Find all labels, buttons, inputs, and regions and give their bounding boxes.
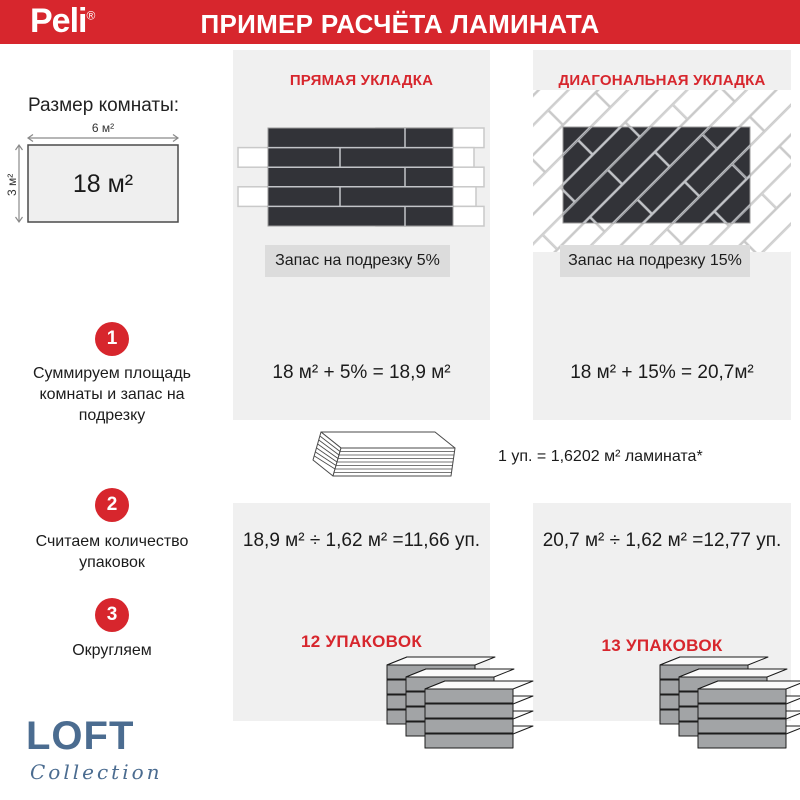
laminate-pack-icon: [283, 428, 458, 484]
diagonal-pack-stack-icon: [658, 648, 800, 760]
diagonal-pack-count: 13 УПАКОВОК: [601, 636, 723, 655]
step-2-badge: 2: [95, 488, 129, 522]
diagonal-laying-illustration: [533, 90, 791, 252]
loft-logo: LOFT: [26, 714, 135, 758]
room-width-value: 6 м²: [91, 121, 115, 135]
pack-coverage-note: 1 уп. = 1,6202 м² ламината*: [498, 448, 703, 465]
diagonal-laying-header: ДИАГОНАЛЬНАЯ УКЛАДКА: [558, 72, 766, 89]
room-height-value: 3 м²: [5, 173, 19, 196]
diagonal-margin-pill: Запас на подрезку 15%: [560, 245, 750, 277]
straight-laying-illustration: [236, 116, 489, 240]
room-size-label: Размер комнаты:: [28, 95, 180, 116]
straight-step2-formula: 18,9 м² ÷ 1,62 м² =11,66 уп.: [242, 530, 481, 551]
diagonal-step1-formula: 18 м² + 15% = 20,7м²: [570, 362, 754, 383]
peli-logo-text: Peli: [30, 2, 87, 40]
straight-step1-formula: 18 м² + 5% = 18,9 м²: [272, 362, 451, 383]
width-arrow: [28, 135, 178, 142]
straight-pack-stack-icon: [385, 648, 535, 760]
step-3-label: Округляем: [72, 642, 152, 659]
room-area-value: 18 м²: [72, 170, 134, 198]
step-3-badge: 3: [95, 598, 129, 632]
step-1-label: Суммируем площадь комнаты и запас на подрезку: [32, 365, 191, 424]
diagonal-step2-formula: 20,7 м² ÷ 1,62 м² =12,77 уп.: [542, 530, 782, 551]
registered-mark-icon: ®: [86, 8, 96, 23]
step-2-label: Считаем количество упаковок: [35, 533, 189, 571]
header-bar: [0, 0, 800, 44]
straight-pack-count: 12 УПАКОВОК: [300, 632, 423, 651]
straight-margin-pill: Запас на подрезку 5%: [265, 245, 450, 277]
page-title: ПРИМЕР РАСЧЁТА ЛАМИНАТА: [200, 9, 600, 39]
room-dimensions-diagram: [0, 118, 213, 230]
step-1-badge: 1: [95, 322, 129, 356]
loft-collection-label: Collection: [30, 760, 163, 784]
straight-laying-header: ПРЯМАЯ УКЛАДКА: [289, 72, 434, 89]
